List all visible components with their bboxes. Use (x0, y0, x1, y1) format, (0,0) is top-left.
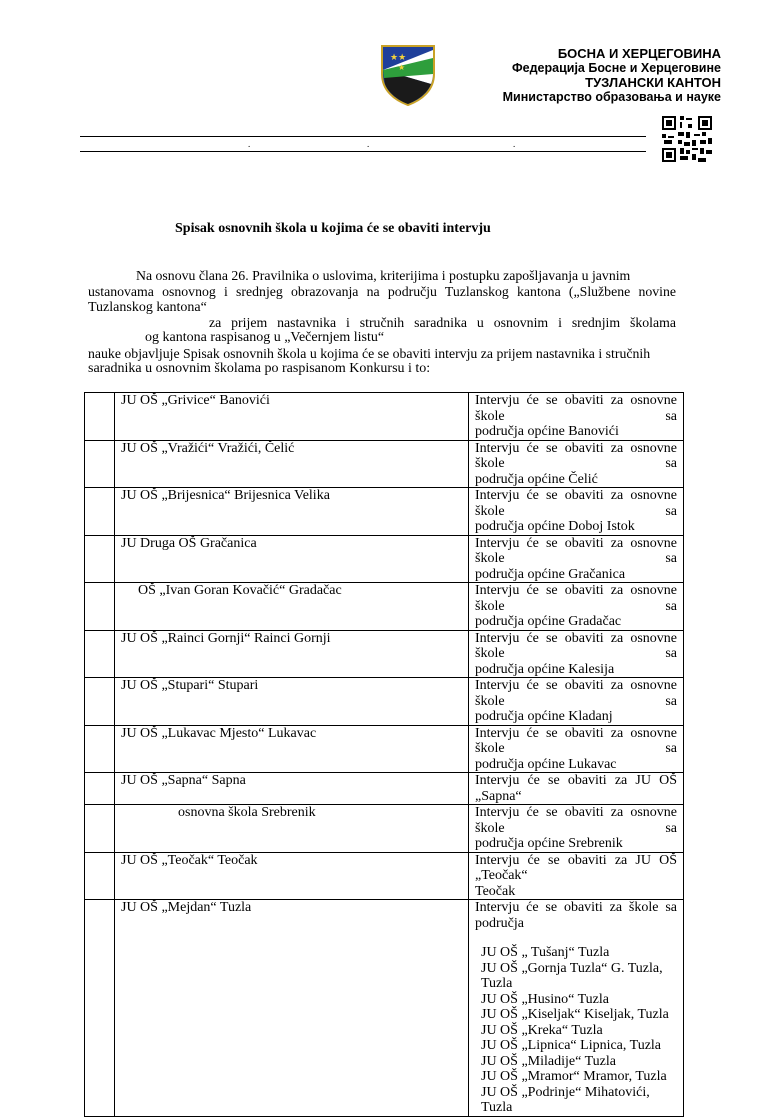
number-cell (85, 852, 115, 900)
header-country: БОСНА И ХЕРЦЕГОВИНА (557, 46, 721, 61)
interview-line-1: Intervju će se obaviti za osnovne škole sa (475, 678, 677, 709)
interview-line-2: područja općine Čelić (475, 471, 598, 487)
interview-cell (469, 583, 684, 631)
dot-1: . (248, 139, 251, 149)
interview-cell (469, 393, 684, 441)
table-row (85, 678, 684, 726)
school-cell: JU OŠ „Vražići“ Vražići, Čelić (115, 440, 469, 488)
number-cell (85, 488, 115, 536)
header-federation: Федерација Босне и Херцеговине (511, 61, 721, 75)
list-item: JU OŠ „Kiseljak“ Kiseljak, Tuzla (481, 1007, 669, 1022)
svg-text:★: ★ (398, 63, 406, 72)
school-cell: JU OŠ „Rainci Gornji“ Rainci Gornji (115, 630, 469, 678)
school-cell: JU OŠ „Mejdan“ Tuzla (115, 900, 469, 1117)
table-row (85, 805, 684, 853)
dot-3: . (513, 139, 516, 149)
svg-text:★★: ★★ (390, 53, 407, 63)
list-item: JU OŠ „Gornja Tuzla“ G. Tuzla, Tuzla (481, 960, 663, 991)
document-title: Spisak osnovnih škola u kojima će se obaviti intervju (175, 221, 491, 236)
table-row (85, 900, 684, 1117)
interview-line-1: Intervju će se obaviti za škole sa područja (475, 900, 677, 931)
school-cell: JU OŠ „Teočak“ Teočak (115, 852, 469, 900)
interview-line-2: područja općine Gračanica (475, 566, 626, 582)
table-row (85, 583, 684, 631)
number-cell (85, 773, 115, 805)
intro-line-1: Na osnovu člana 26. Pravilnika o uslovima, kriterijima i postupku zapošljavanja u javnim (136, 268, 631, 283)
number-cell (85, 583, 115, 631)
list-item: JU OŠ „Husino“ Tuzla (481, 991, 609, 1007)
interview-cell (469, 852, 684, 900)
schools-table (84, 392, 684, 1117)
intro-line-5: og kantona raspisanog u „Večernjem listu“ (145, 330, 385, 345)
interview-line-2: područja općine Gradačac (475, 614, 622, 629)
list-item: JU OŠ „Mramor“ Mramor, Tuzla (481, 1069, 667, 1084)
interview-line-2: područja općine Lukavac (475, 756, 617, 772)
interview-cell (469, 630, 684, 678)
interview-cell (469, 900, 684, 1117)
table-row (85, 773, 684, 805)
interview-cell (469, 488, 684, 536)
interview-line-2: područja općine Kladanj (475, 709, 613, 724)
list-item: JU OŠ „Podrinje“ Mihatovići, Tuzla (481, 1084, 650, 1115)
school-cell: JU OŠ „Stupari“ Stupari (115, 678, 469, 726)
table-row (85, 488, 684, 536)
list-item: JU OŠ „Miladije“ Tuzla (481, 1053, 616, 1069)
interview-line-1: Intervju će se obaviti za osnovne škole sa (475, 630, 677, 661)
intro-line-3: Tuzlanskog kantona“ (88, 300, 207, 315)
interview-line-1: Intervju će se obaviti za osnovne škole sa (475, 440, 677, 471)
school-cell: JU OŠ „Brijesnica“ Brijesnica Velika (115, 488, 469, 536)
intro-line-7: saradnika u osnovnim školama po raspisanom Konkursu i to: (88, 361, 431, 376)
interview-line-2: područja općine Banovići (475, 424, 619, 439)
number-cell (85, 805, 115, 853)
list-item: JU OŠ „Kreka“ Tuzla (481, 1022, 603, 1038)
interview-cell (469, 725, 684, 773)
intro-line-6: nauke objavljuje Spisak osnovnih škola u kojima će se obaviti intervju za prijem nastavnika i stručnih (88, 346, 651, 361)
header-ministry: Министарство образовања и науке (502, 90, 721, 104)
intro-line-2: ustanovama osnovnog i srednjeg obrazovanja na području Tuzlanskog kantona („Službene novine (88, 284, 676, 299)
school-cell: osnovna škola Srebrenik (115, 805, 469, 853)
interview-cell (469, 678, 684, 726)
interview-line-2: područja općine Srebrenik (475, 836, 623, 851)
table-row (85, 535, 684, 583)
interview-line-1: Intervju će se obaviti za osnovne škole sa (475, 488, 677, 519)
interview-line-1: Intervju će se obaviti za osnovne škole sa (475, 805, 677, 836)
coat-of-arms-icon (380, 44, 436, 106)
interview-line-1: Intervju će se obaviti za osnovne škole sa (475, 725, 677, 756)
table-row (85, 630, 684, 678)
number-cell (85, 678, 115, 726)
interview-cell (469, 440, 684, 488)
table-row (85, 440, 684, 488)
table-row (85, 725, 684, 773)
dot-2: . (367, 139, 370, 149)
interview-cell (469, 773, 684, 805)
school-cell: JU Druga OŠ Gračanica (115, 535, 469, 583)
number-cell (85, 535, 115, 583)
interview-line-1: Intervju će se obaviti za JU OŠ „Teočak“ (475, 852, 677, 883)
interview-line-2: Teočak (475, 883, 516, 899)
school-cell: OŠ „Ivan Goran Kovačić“ Gradačac (115, 583, 469, 631)
header-divider-bottom (80, 151, 646, 152)
list-item: JU OŠ „ Tušanj“ Tuzla (481, 945, 610, 960)
school-cell: JU OŠ „Lukavac Mjesto“ Lukavac (115, 725, 469, 773)
interview-line-1: Intervju će se obaviti za JU OŠ „Sapna“ (475, 773, 677, 804)
table-row (85, 852, 684, 900)
number-cell (85, 393, 115, 441)
intro-line-4: za prijem nastavnika i stručnih saradnika u osnovnim i srednjim školama (209, 315, 676, 330)
list-item: JU OŠ „Lipnica“ Lipnica, Tuzla (481, 1038, 662, 1053)
school-cell: JU OŠ „Grivice“ Banovići (115, 393, 469, 441)
interview-line-1: Intervju će se obaviti za osnovne škole sa (475, 535, 677, 566)
interview-line-1: Intervju će se obaviti za osnovne škole sa (475, 393, 677, 424)
school-cell: JU OŠ „Sapna“ Sapna (115, 773, 469, 805)
number-cell (85, 725, 115, 773)
interview-cell (469, 805, 684, 853)
number-cell (85, 440, 115, 488)
number-cell (85, 630, 115, 678)
number-cell (85, 900, 115, 1117)
interview-line-2: područja općine Kalesija (475, 661, 615, 677)
interview-line-2: područja općine Doboj Istok (475, 519, 635, 534)
header-canton: ТУЗЛАНСКИ КАНТОН (585, 75, 721, 90)
header-divider-top (80, 136, 646, 137)
interview-cell (469, 535, 684, 583)
interview-line-1: Intervju će se obaviti za osnovne škole sa (475, 583, 677, 614)
table-row (85, 393, 684, 441)
qr-code-icon (662, 116, 712, 162)
